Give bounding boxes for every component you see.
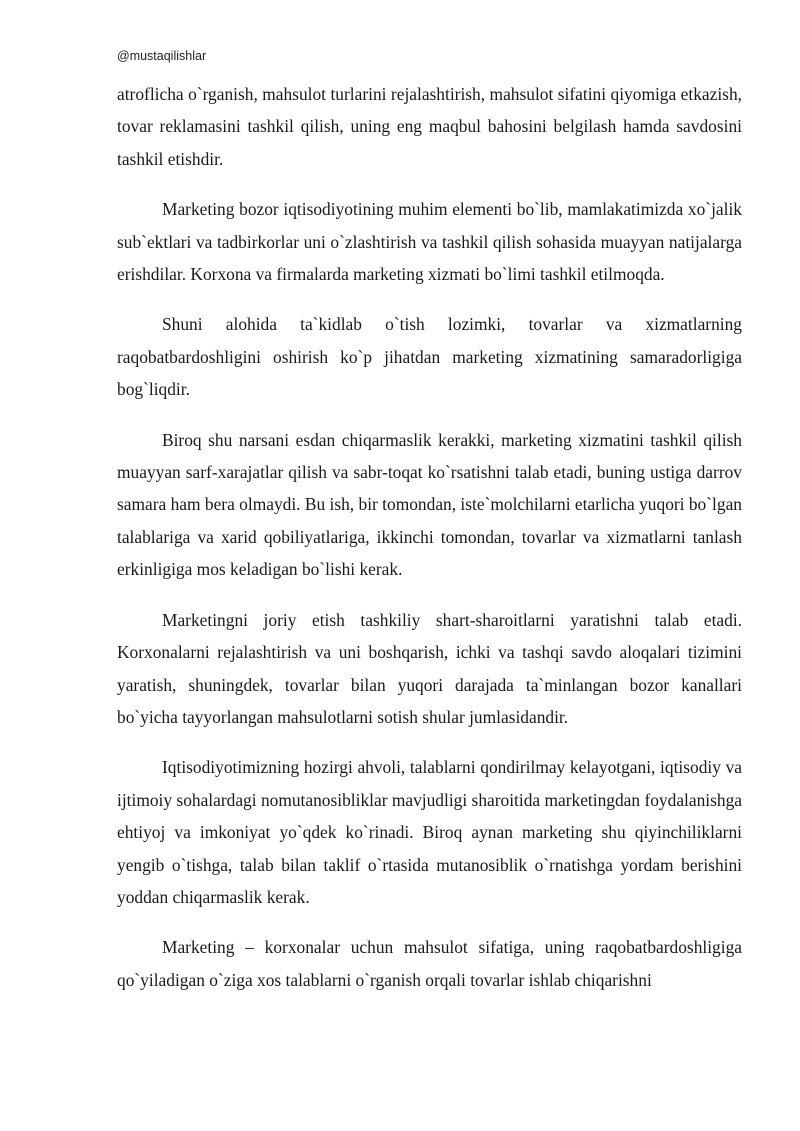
paragraph-4: Biroq shu narsani esdan chiqarmaslik kerakki, marketing xizmatini tashkil qilish muayyan sarf-xarajatlar qilish va sabr-toqat ko`rsatishni talab etadi, buning ustiga darrov samara ham bera olmaydi. Bu ish, bir tomondan, iste`molchilarni etarlicha yuqori bo`lgan talablariga va xarid qobiliyatlariga, ikkinchi tomondan, tovarlar va xizmatlarni tanlash erkinligiga mos keladigan bo`lishi kerak. <box>117 429 742 580</box>
page-header-watermark: @mustaqilishlar <box>117 49 207 63</box>
paragraph-2: Marketing bozor iqtisodiyotining muhim elementi bo`lib, mamlakatimizda xo`jalik sub`ektlari va tadbirkorlar uni o`zlashtirish va tashkil qilish sohasida muayyan natijalarga erishdilar. Korxona va firmalarda marketing xizmati bo`limi tashkil etilmoqda. <box>117 199 742 285</box>
paragraph-5: Marketingni joriy etish tashkiliy shart-sharoitlarni yaratishni talab etadi. Korxonalarni rejalashtirish va uni boshqarish, ichki va tashqi savdo aloqalari tizimini yaratish, shuningdek, tovarlar bilan yuqori darajada ta`minlangan bozor kanallari bo`yicha tayyorlangan mahsulotlarni sotish shular jumlasidandir. <box>117 609 742 727</box>
paragraph-7: Marketing – korxonalar uchun mahsulot sifatiga, uning raqobatbardoshligiga qo`yiladigan o`ziga xos talablarni o`rganish orqali tovarlar ishlab chiqarishni <box>117 937 742 990</box>
paragraph-3: Shuni alohida ta`kidlab o`tish lozimki, tovarlar va xizmatlarning raqobatbardoshligini oshirish ko`p jihatdan marketing xizmatining samaradorligiga bog`liqdir. <box>117 314 742 400</box>
paragraph-6: Iqtisodiyotimizning hozirgi ahvoli, talablarni qondirilmay kelayotgani, iqtisodiy va ijtimoiy sohalardagi nomutanosibliklar mavjudligi sharoitida marketingdan foydalanishga ehtiyoj va imkoniyat yo`qdek ko`rinadi. Biroq aynan marketing shu qiyinchiliklarni yengib o`tishga, talab bilan taklif o`rtasida mutanosiblik o`rnatishga yordam berishini yoddan chiqarmaslik kerak. <box>117 757 742 907</box>
paragraph-1: atroflicha o`rganish, mahsulot turlarini rejalashtirish, mahsulot sifatini qiyomiga etkazish, tovar reklamasini tashkil qilish, uning eng maqbul bahosini belgilash hamda savdosini tashkil etishdir. <box>117 84 742 169</box>
document-body <box>117 78 742 1014</box>
